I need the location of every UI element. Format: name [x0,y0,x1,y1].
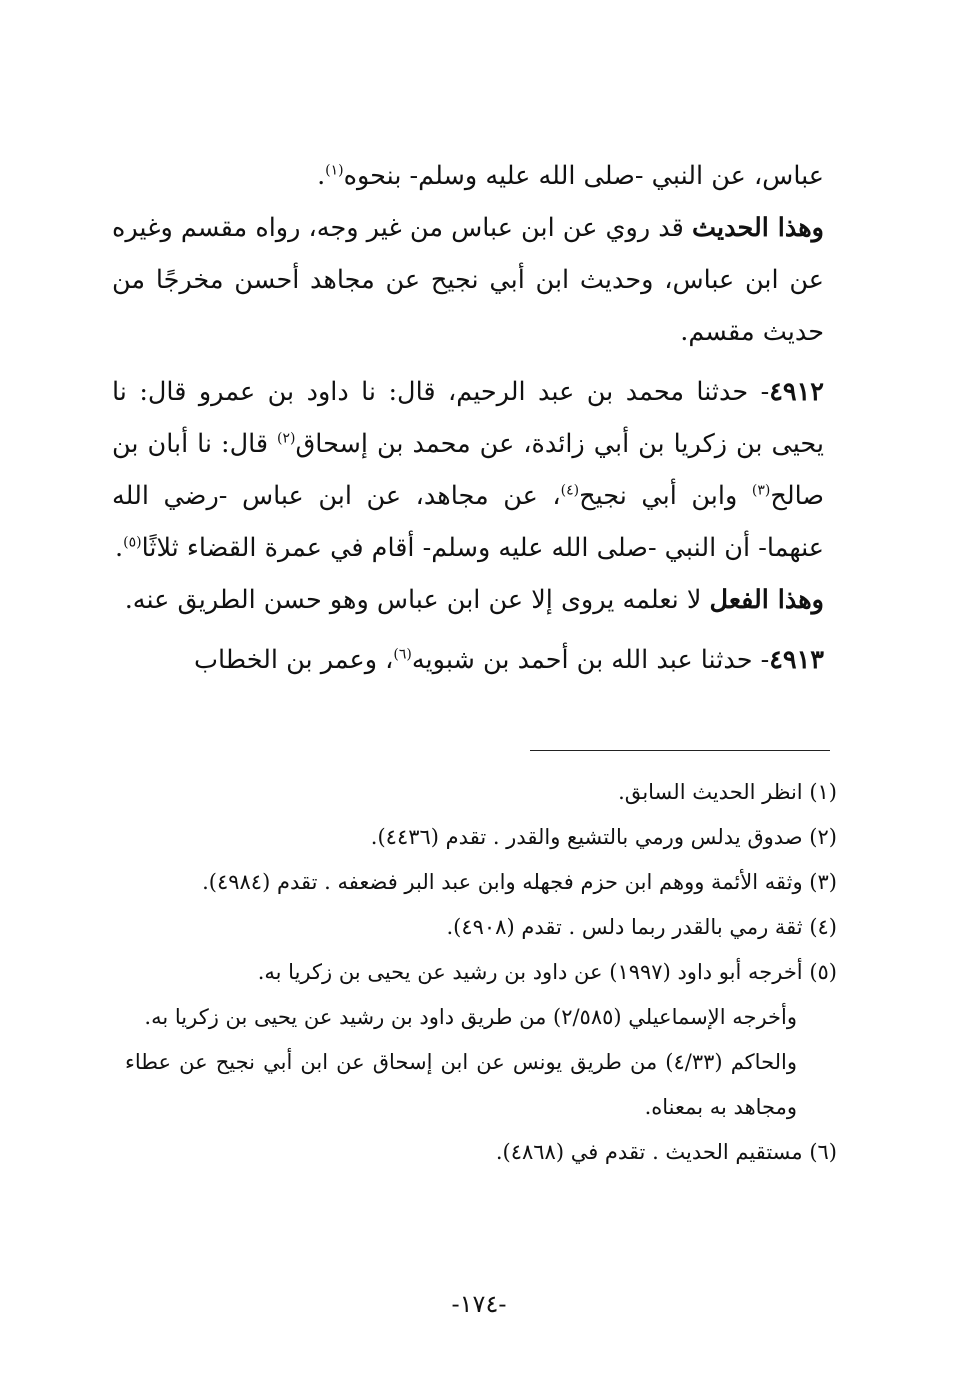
hadith-number-4913: ٤٩١٣ [769,645,824,675]
p1-text: عباس، عن النبي -صلى الله عليه وسلم- بنحوه [343,161,824,191]
p1-end: . [317,161,326,191]
p5-b: ، وعمر بن الخطاب [194,645,394,675]
hadith-4913 [112,634,824,686]
paragraph-1 [112,150,824,202]
footnote-divider [530,750,830,751]
p4-text: لا نعلمه يروى إلا عن ابن عباس وهو حسن الطريق عنه. [124,585,710,615]
footnote-ref-6: (٦) [393,646,412,663]
paragraph-2 [112,202,824,358]
p3-a: - حدثنا محمد بن عبد الرحيم، قال: نا داود بن عمرو قال: نا يحيى بن زكريا بن أبي زائدة، عن محمد بن إسحاق [112,377,824,459]
p3-c: وابن أبي نجيح [579,481,752,511]
hadith-number-4912: ٤٩١٢ [769,377,824,407]
main-text [112,150,824,686]
page-number: -١٧٤- [451,1290,507,1318]
footnote-6: (٦) مستقيم الحديث . تقدم في (٤٨٦٨). [495,1140,837,1164]
p2-text: قد روي عن ابن عباس من غير وجه، رواه مقسم وغيره عن ابن عباس، وحديث ابن أبي نجيح عن مجاهد أحسن مخرجًا من حديث مقسم. [112,213,824,347]
p5-a: - حدثنا عبد الله بن أحمد بن شبويه [411,645,770,675]
footnote-5-continuation-1: وأخرجه الإسماعيلي (٢/٥٨٥) من طريق داود بن رشيد عن يحيى بن زكريا به. [144,1005,797,1029]
p3-d: ، عن مجاهد، عن ابن عباس -رضي الله عنهما- أن النبي -صلى الله عليه وسلم- أقام في عمرة القضاء ثلاثًا [112,481,824,563]
footnote-2: (٢) صدوق يدلس ورمي بالتشيع والقدر . تقدم (٤٤٣٦). [370,825,837,849]
p3-end: . [115,533,124,563]
p2-lead: وهذا الحديث [692,213,824,243]
footnote-ref-2: (٢) [277,430,296,447]
footnote-4: (٤) ثقة رمي بالقدر ربما دلس . تقدم (٤٩٠٨). [446,915,837,939]
footnote-ref-5: (٥) [123,534,142,551]
footnote-5: (٥) أخرجه أبو داود (١٩٩٧) عن داود بن رشيد عن يحيى بن زكريا به. [257,960,837,984]
footnote-3: (٣) وثقه الأئمة ووهم ابن حزم فجهله وابن عبد البر فضعفه . تقدم (٤٩٨٤). [202,870,837,894]
footnotes [125,770,837,1175]
paragraph-4 [112,574,824,626]
footnote-1: (١) انظر الحديث السابق. [618,780,837,804]
hadith-4912 [112,366,824,574]
footnote-5-continuation-2: والحاكم (٤/٣٣) من طريق يونس عن ابن إسحاق عن ابن أبي نجيح عن عطاء ومجاهد به بمعناه. [125,1050,798,1119]
footnote-ref-3: (٣) [751,482,771,499]
footnote-ref-4: (٤) [560,482,580,499]
p4-lead: وهذا الفعل [709,585,824,615]
footnote-ref-1: (١) [325,162,344,179]
p3-b: قال: نا أبان بن صالح [112,429,825,511]
